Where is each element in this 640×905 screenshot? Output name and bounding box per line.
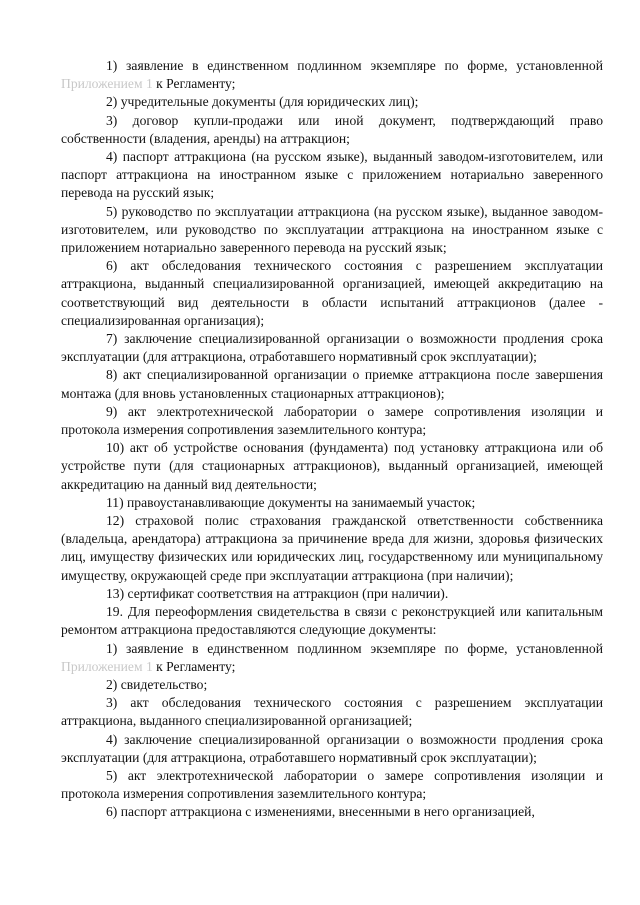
document-page [61, 57, 603, 822]
list-item-insurance-policy: 12) страховой полис страхования гражданской ответственности собственника (владельца, арендатора) аттракциона за причинение вреда для жизни, здоровья физических лиц, имуществу физических или юридических лиц, государственному или муниципальному имуществу, окружающей среде при эксплуатации аттракциона (при наличии); [61, 513, 603, 583]
list-item-certificate: 13) сертификат соответствия на аттракцион (при наличии). [106, 585, 449, 601]
appendix-link-faded: Приложением 1 [61, 658, 153, 674]
list-item-application-2 [61, 640, 603, 676]
paragraph-text: 1) заявление в единственном подлинном экземпляре по форме, установленной [106, 640, 603, 656]
paragraph-text: к Регламенту; [152, 658, 236, 674]
list-item-attraction-passport: 4) паспорт аттракциона (на русском языке), выданный заводом-изготовителем, или паспорт аттракциона на иностранном языке с приложением нотариально заверенного перевода на русский язык; [61, 149, 603, 201]
list-item-foundation-act: 10) акт об устройстве основания (фундамента) под установку аттракциона или об устройстве пути (для стационарных аттракционов), выданный организацией, имеющей аккредитацию на данный вид деятельности; [61, 440, 603, 492]
list-item-application [61, 57, 603, 93]
list-item-extension-conclusion-2: 4) заключение специализированной организации о возможности продления срока эксплуатации (для аттракциона, отработавшего нормативный срок эксплуатации); [61, 731, 603, 765]
appendix-link-faded: Приложением 1 [61, 76, 153, 92]
list-item-certificate-2: 2) свидетельство; [106, 676, 208, 692]
list-item-extension-conclusion: 7) заключение специализированной организации о возможности продления срока эксплуатации (для аттракциона, отработавшего нормативный срок эксплуатации); [61, 331, 603, 365]
section-paragraph-19: 19. Для переоформления свидетельства в связи с реконструкцией или капитальным ремонтом аттракциона предоставляются следующие документы: [61, 604, 603, 638]
list-item-land-documents: 11) правоустанавливающие документы на занимаемый участок; [106, 494, 476, 510]
list-item-acceptance-act: 8) акт специализированной организации о приемке аттракциона после завершения монтажа (для вновь установленных стационарных аттракционов); [61, 367, 603, 401]
paragraph-text: 1) заявление в единственном подлинном экземпляре по форме, установленной [106, 58, 603, 73]
list-item-purchase-contract: 3) договор купли-продажи или иной документ, подтверждающий право собственности (владения, аренды) на аттракцион; [61, 112, 603, 146]
list-item-operating-manual: 5) руководство по эксплуатации аттракциона (на русском языке), выданное заводом-изготовителем, или руководство по эксплуатации аттракциона на иностранном языке с приложением нотариально заверенного перевода на русский язык; [61, 203, 603, 256]
list-item-passport-with-changes: 6) паспорт аттракциона с изменениями, внесенными в него организацией, [106, 804, 535, 820]
list-item-electrical-lab-act: 9) акт электротехнической лаборатории о замере сопротивления изоляции и протокола измерения сопротивления заземлительного контура; [61, 403, 603, 438]
list-item-founding-documents: 2) учредительные документы (для юридических лиц); [106, 94, 419, 110]
paragraph-text: к Регламенту; [152, 76, 236, 92]
list-item-inspection-act-2: 3) акт обследования технического состояния с разрешением эксплуатации аттракциона, выданного специализированной организацией; [61, 695, 603, 729]
list-item-inspection-act: 6) акт обследования технического состояния с разрешением эксплуатации аттракциона, выданный специализированной организацией, имеющей аккредитацию на соответствующий вид деятельности в области испытаний аттракционов (далее - специализированная организация); [61, 258, 603, 328]
list-item-electrical-lab-act-2: 5) акт электротехнической лаборатории о замере сопротивления изоляции и протокола измерения сопротивления заземлительного контура; [61, 767, 603, 802]
